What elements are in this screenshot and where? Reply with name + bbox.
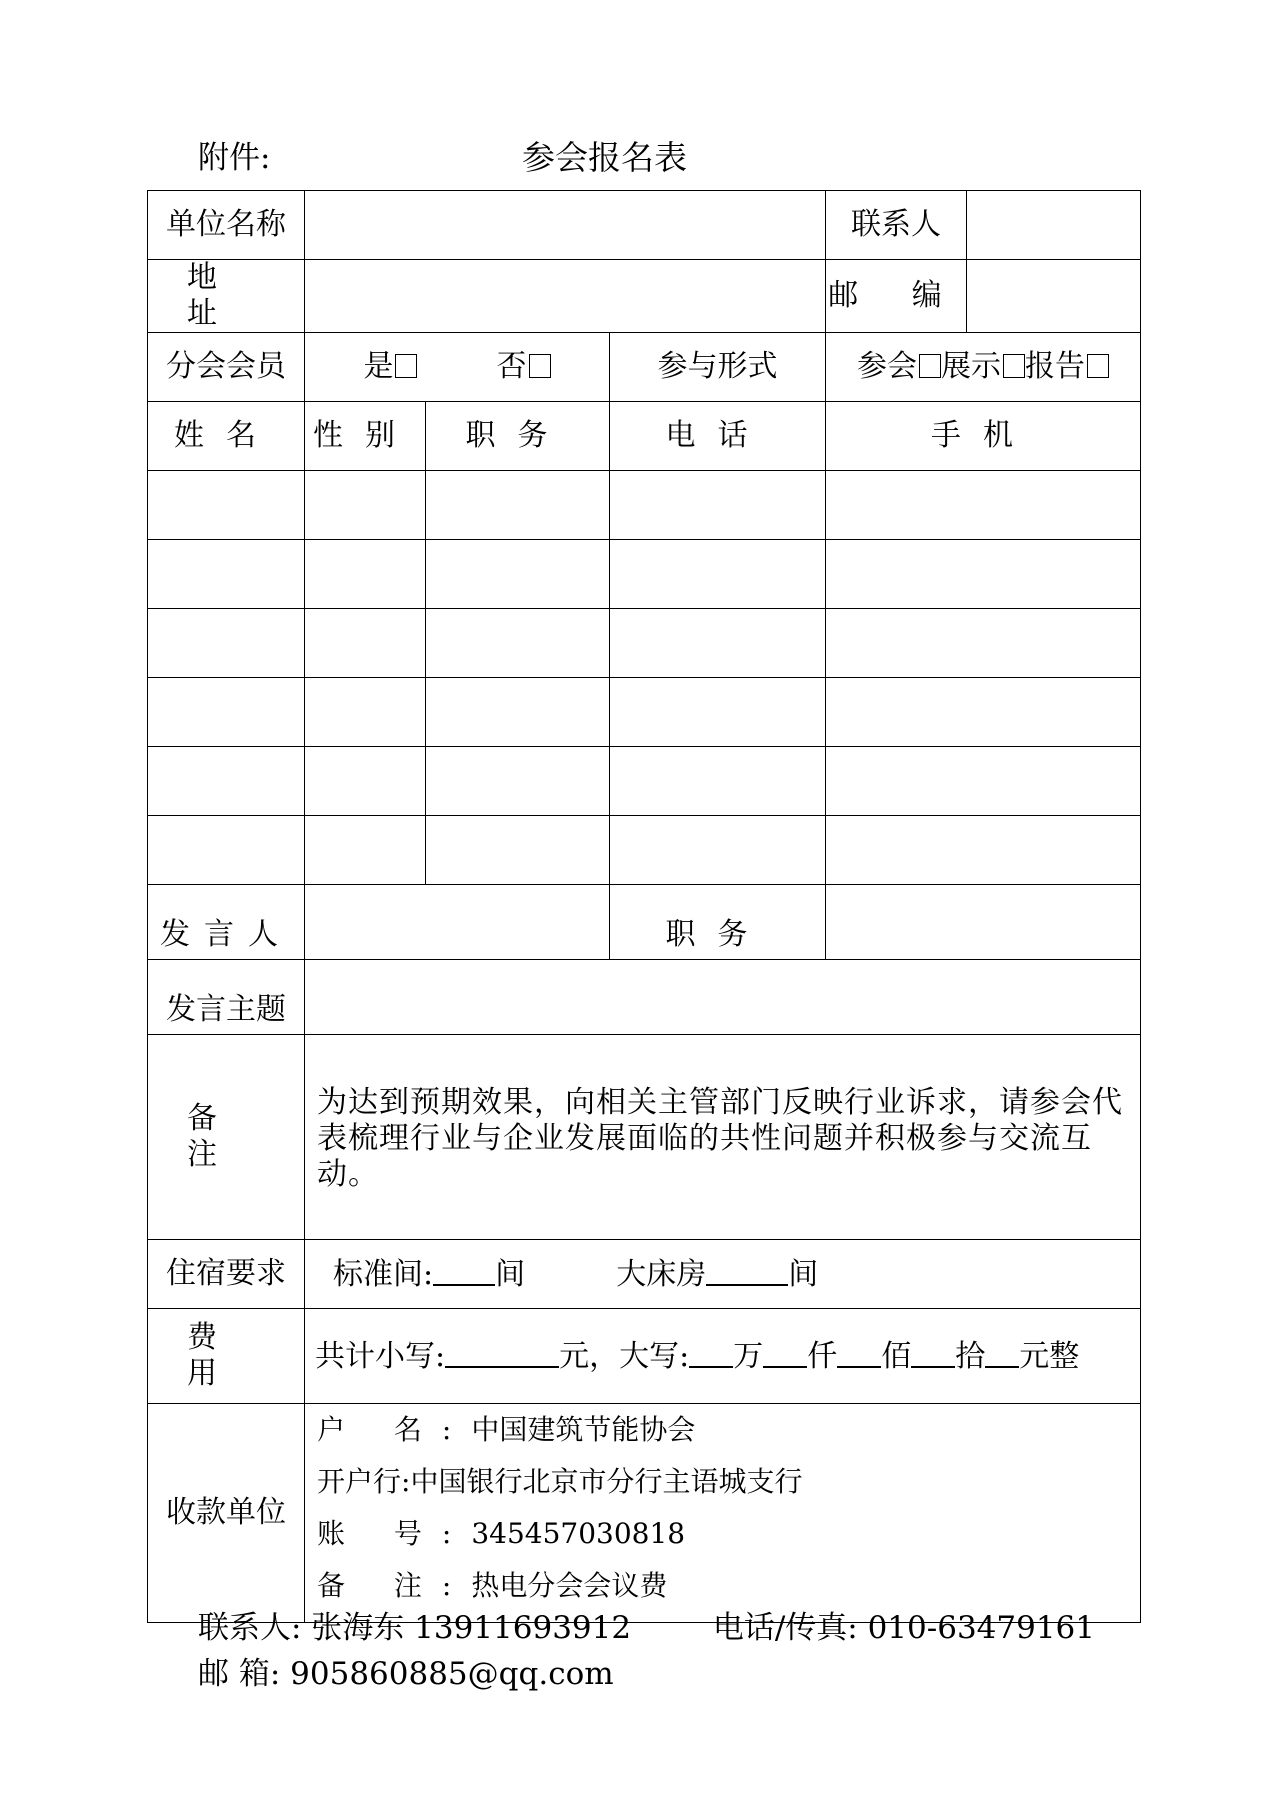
attendee-row [148, 471, 1141, 540]
fee-lower-blank[interactable] [445, 1338, 559, 1368]
speaker-position-field[interactable] [826, 885, 1141, 960]
unit-name-field[interactable] [305, 191, 826, 260]
fee-zheng-label: 整 [1049, 1338, 1080, 1374]
fee-shi-blank[interactable] [911, 1338, 955, 1368]
form-title: 参会报名表 [522, 138, 687, 177]
attendee-gender[interactable] [305, 747, 426, 816]
fee-yuan2-blank[interactable] [985, 1338, 1019, 1368]
fee-qian-label: 仟 [807, 1338, 838, 1374]
bank-name: 中国银行北京市分行主语城支行 [410, 1465, 803, 1498]
col-header-mobile: 手机 [826, 402, 1141, 471]
fee-wan-blank[interactable] [689, 1338, 733, 1368]
standard-room-label: 标准间: [333, 1256, 434, 1292]
remarks-text: 为达到预期效果，向相关主管部门反映行业诉求，请参会代表梳理行业与企业发展面临的共性问题并积极参与交流互动。 [305, 1035, 1141, 1240]
attendee-row [148, 747, 1141, 816]
attendee-phone[interactable] [610, 471, 826, 540]
col-header-phone: 电话 [610, 402, 826, 471]
unit-name-label: 单位名称 [148, 191, 305, 260]
col-header-gender: 性别 [305, 402, 426, 471]
attendee-mobile[interactable] [826, 747, 1141, 816]
attendee-name[interactable] [148, 678, 305, 747]
standard-room-unit: 间 [495, 1256, 526, 1292]
attendee-name[interactable] [148, 471, 305, 540]
fee-yuan-label: 元，大写: [559, 1338, 690, 1374]
king-room-label: 大床房 [616, 1256, 707, 1292]
attendee-phone[interactable] [610, 816, 826, 885]
exhibit-label: 展示 [941, 349, 1002, 384]
topic-field[interactable] [305, 960, 1141, 1035]
standard-room-blank[interactable] [433, 1256, 495, 1286]
fee-bai-label: 佰 [881, 1338, 912, 1374]
member-yes-checkbox[interactable] [395, 354, 417, 378]
exhibit-checkbox[interactable] [1003, 354, 1025, 378]
member-no-label: 否 [496, 349, 527, 384]
footer-email: 邮 箱: 905860885@qq.com [198, 1656, 614, 1692]
attendee-position[interactable] [426, 816, 610, 885]
account-label: 账 号: [317, 1517, 472, 1550]
contact-person-field[interactable] [967, 191, 1141, 260]
fee-qian-blank[interactable] [763, 1338, 807, 1368]
payee-name: 中国建筑节能协会 [471, 1413, 696, 1446]
attendee-phone[interactable] [610, 540, 826, 609]
member-no-checkbox[interactable] [529, 354, 551, 378]
attendee-name[interactable] [148, 540, 305, 609]
fee-label: 费 用 [148, 1309, 305, 1404]
bank-line [305, 1456, 1140, 1508]
attendee-name[interactable] [148, 609, 305, 678]
attendee-position[interactable] [426, 678, 610, 747]
participation-label: 参与形式 [610, 333, 826, 402]
payee-label: 收款单位 [148, 1404, 305, 1623]
fee-wan-label: 万 [733, 1338, 764, 1374]
footer-contact: 联系人: 张海东 13911693912 [198, 1610, 632, 1646]
attendee-position[interactable] [426, 540, 610, 609]
attendee-position[interactable] [426, 609, 610, 678]
attendee-mobile[interactable] [826, 540, 1141, 609]
attachment-label: 附件: [198, 140, 271, 176]
attendee-mobile[interactable] [826, 816, 1141, 885]
pay-note: 热电分会会议费 [471, 1569, 668, 1602]
lodging-options [305, 1240, 1141, 1309]
fee-total-label: 共计小写: [315, 1338, 446, 1374]
footer-phone: 电话/传真: 010-63479161 [712, 1610, 1095, 1646]
report-checkbox[interactable] [1087, 354, 1109, 378]
attendee-gender[interactable] [305, 471, 426, 540]
account-line [305, 1508, 1140, 1560]
king-room-unit: 间 [788, 1256, 819, 1292]
attendee-mobile[interactable] [826, 471, 1141, 540]
report-label: 报告 [1025, 349, 1086, 384]
attendee-gender[interactable] [305, 816, 426, 885]
col-header-position: 职务 [426, 402, 610, 471]
member-options [305, 333, 610, 402]
address-field[interactable] [305, 260, 826, 333]
fee-field [305, 1309, 1141, 1404]
payee-name-label: 户 名: [317, 1413, 472, 1446]
fee-shi-label: 拾 [955, 1338, 986, 1374]
pay-note-label: 备 注: [317, 1569, 472, 1602]
attendee-mobile[interactable] [826, 678, 1141, 747]
attendee-mobile[interactable] [826, 609, 1141, 678]
fee-yuan2-label: 元 [1019, 1338, 1050, 1374]
address-label: 地 址 [148, 260, 305, 333]
attendee-position[interactable] [426, 747, 610, 816]
participation-options [826, 333, 1141, 402]
lodging-label: 住宿要求 [148, 1240, 305, 1309]
speaker-position-label: 职务 [610, 885, 826, 960]
attend-label: 参会 [857, 349, 918, 384]
bank-label: 开户行: [317, 1465, 411, 1498]
footer-contact-line [198, 1602, 1095, 1647]
attendee-phone[interactable] [610, 678, 826, 747]
attendee-name[interactable] [148, 816, 305, 885]
account-number: 345457030818 [471, 1517, 686, 1550]
postcode-label: 邮 编 [826, 260, 967, 333]
postcode-field[interactable] [967, 260, 1141, 333]
attendee-row [148, 816, 1141, 885]
payee-name-line [305, 1404, 1140, 1456]
contact-person-label: 联系人 [826, 191, 967, 260]
speaker-label: 发言人 [148, 885, 305, 960]
king-room-blank[interactable] [706, 1256, 788, 1286]
attendee-phone[interactable] [610, 747, 826, 816]
member-label: 分会会员 [148, 333, 305, 402]
attendee-gender[interactable] [305, 678, 426, 747]
attendee-gender[interactable] [305, 540, 426, 609]
payee-info [305, 1404, 1141, 1623]
attendee-gender[interactable] [305, 609, 426, 678]
topic-label: 发言主题 [148, 960, 305, 1035]
attendee-row [148, 678, 1141, 747]
attend-checkbox[interactable] [919, 354, 941, 378]
registration-form [147, 190, 1141, 1623]
attendee-name[interactable] [148, 747, 305, 816]
member-yes-label: 是 [363, 349, 394, 384]
attendee-phone[interactable] [610, 609, 826, 678]
attendee-row [148, 540, 1141, 609]
attendee-row [148, 609, 1141, 678]
attendee-position[interactable] [426, 471, 610, 540]
remarks-label: 备 注 [148, 1035, 305, 1240]
speaker-field[interactable] [305, 885, 610, 960]
col-header-name: 姓名 [148, 402, 305, 471]
fee-bai-blank[interactable] [837, 1338, 881, 1368]
